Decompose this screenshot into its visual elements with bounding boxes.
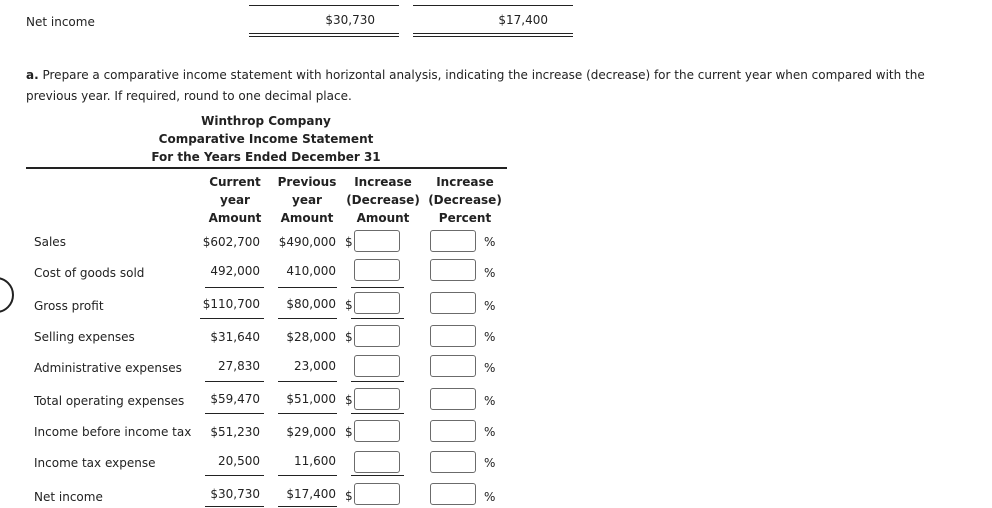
increase-percent-input[interactable] (430, 230, 476, 252)
increase-percent-input[interactable] (430, 451, 476, 473)
instruction-line-1 (26, 68, 925, 82)
row-label: Sales (34, 235, 66, 249)
header-inc-percent-l2: (Decrease) (428, 193, 502, 207)
percent-sign: % (484, 266, 496, 280)
header-current-l2: year (220, 193, 250, 207)
percent-sign: % (484, 394, 496, 408)
row-current: $31,640 (210, 330, 260, 344)
final-rule-current (205, 506, 264, 507)
header-inc-amount-l3: Amount (356, 211, 410, 225)
row-previous: $29,000 (286, 425, 336, 439)
subtotal-rule-amount (351, 381, 404, 382)
row-dollar-sign: $ (345, 393, 353, 407)
row-dollar-sign: $ (345, 330, 353, 344)
row-previous: $80,000 (286, 297, 336, 311)
header-increase-amount (343, 173, 423, 227)
increase-amount-input[interactable] (354, 292, 400, 314)
subtotal-rule-previous (278, 475, 337, 476)
percent-sign: % (484, 330, 496, 344)
row-previous: $17,400 (286, 487, 336, 501)
subtotal-rule-current (205, 287, 264, 288)
row-previous: 23,000 (294, 359, 336, 373)
row-label: Cost of goods sold (34, 266, 145, 280)
subtotal-rule-current (205, 475, 264, 476)
row-label: Selling expenses (34, 330, 135, 344)
subtotal-rule-amount (351, 475, 404, 476)
header-increase-percent (424, 173, 506, 227)
total-rule-previous (278, 413, 337, 414)
percent-sign: % (484, 425, 496, 439)
increase-amount-input[interactable] (354, 325, 400, 347)
row-label: Income before income tax (34, 425, 192, 439)
increase-amount-input[interactable] (354, 388, 400, 410)
header-previous (270, 173, 344, 227)
increase-percent-input[interactable] (430, 483, 476, 505)
subtotal-rule-previous (278, 287, 337, 288)
instruction-line-2: previous year. If required, round to one decimal place. (26, 89, 352, 103)
row-current: 20,500 (218, 454, 260, 468)
row-current: $51,230 (210, 425, 260, 439)
header-current-l3: Amount (208, 211, 262, 225)
header-previous-l3: Amount (280, 211, 334, 225)
increase-amount-input[interactable] (354, 451, 400, 473)
row-previous: 410,000 (286, 264, 336, 278)
prev-previous-double-rule (413, 33, 573, 37)
row-previous: 11,600 (294, 454, 336, 468)
row-dollar-sign: $ (345, 425, 353, 439)
total-rule-amount (351, 413, 404, 414)
prev-current-double-rule (249, 33, 399, 37)
total-rule-current (200, 318, 264, 319)
increase-amount-input[interactable] (354, 259, 400, 281)
header-inc-percent-l1: Increase (436, 175, 494, 189)
row-dollar-sign: $ (345, 235, 353, 249)
increase-amount-input[interactable] (354, 230, 400, 252)
statement-heading-rule (26, 167, 507, 169)
total-rule-amount (351, 318, 404, 319)
header-inc-amount-l2: (Decrease) (346, 193, 420, 207)
final-rule-previous (278, 506, 337, 507)
row-current: $602,700 (202, 235, 260, 249)
row-dollar-sign: $ (345, 298, 353, 312)
row-previous: $490,000 (278, 235, 336, 249)
increase-percent-input[interactable] (430, 355, 476, 377)
prev-net-income-previous: $17,400 (498, 13, 548, 27)
row-previous: $51,000 (286, 392, 336, 406)
increase-amount-input[interactable] (354, 355, 400, 377)
increase-amount-input[interactable] (354, 483, 400, 505)
percent-sign: % (484, 235, 496, 249)
increase-percent-input[interactable] (430, 420, 476, 442)
row-dollar-sign: $ (345, 489, 353, 503)
increase-amount-input[interactable] (354, 420, 400, 442)
edge-circle-decoration (0, 277, 14, 313)
row-label: Net income (34, 490, 103, 504)
total-rule-previous (278, 318, 337, 319)
header-current-l1: Current (209, 175, 261, 189)
row-current: $30,730 (210, 487, 260, 501)
row-label: Income tax expense (34, 456, 156, 470)
header-previous-l1: Previous (277, 175, 337, 189)
percent-sign: % (484, 490, 496, 504)
subtotal-rule-current (205, 381, 264, 382)
percent-sign: % (484, 361, 496, 375)
instruction-text: Prepare a comparative income statement with horizontal analysis, indicating the increase (decrease) for the current year when compared with the (42, 68, 925, 82)
row-label: Gross profit (34, 299, 104, 313)
prev-net-income-current: $30,730 (325, 13, 375, 27)
row-previous: $28,000 (286, 330, 336, 344)
header-previous-l2: year (292, 193, 322, 207)
increase-percent-input[interactable] (430, 388, 476, 410)
increase-percent-input[interactable] (430, 292, 476, 314)
row-current: $110,700 (202, 297, 260, 311)
company-name: Winthrop Company (201, 114, 331, 128)
row-label: Administrative expenses (34, 361, 182, 375)
statement-period: For the Years Ended December 31 (151, 150, 381, 164)
increase-percent-input[interactable] (430, 325, 476, 347)
header-inc-amount-l1: Increase (354, 175, 412, 189)
header-inc-percent-l3: Percent (438, 211, 492, 225)
row-current: $59,470 (210, 392, 260, 406)
subtotal-rule-previous (278, 381, 337, 382)
row-current: 27,830 (218, 359, 260, 373)
prev-previous-top-rule (413, 5, 573, 6)
header-current (198, 173, 272, 227)
row-current: 492,000 (210, 264, 260, 278)
instruction-marker: a. (26, 68, 39, 82)
row-label: Total operating expenses (34, 394, 185, 408)
percent-sign: % (484, 456, 496, 470)
subtotal-rule-amount (351, 287, 404, 288)
prev-current-top-rule (249, 5, 399, 6)
percent-sign: % (484, 299, 496, 313)
total-rule-current (205, 413, 264, 414)
statement-title: Comparative Income Statement (158, 132, 374, 146)
increase-percent-input[interactable] (430, 259, 476, 281)
prev-net-income-label: Net income (26, 15, 95, 29)
